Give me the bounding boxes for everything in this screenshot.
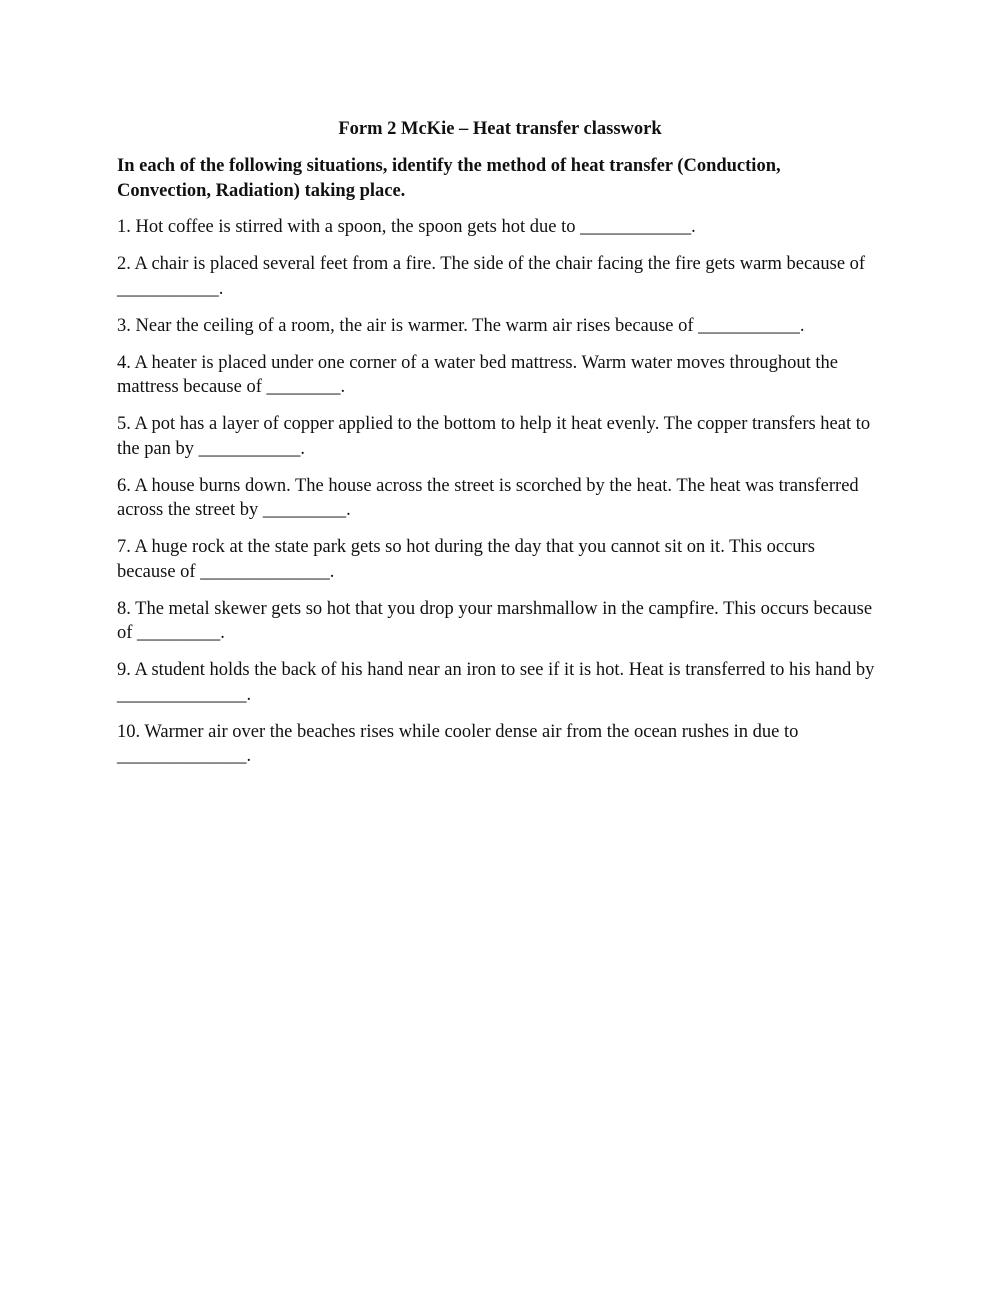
instructions: In each of the following situations, identify the method of heat transfer (Conduction, Convection, Radiation) taking place. xyxy=(117,156,781,201)
question-6: 6. A house burns down. The house across the street is scorched by the heat. The heat was transferred across the street by _________. xyxy=(117,475,859,520)
question-10: 10. Warmer air over the beaches rises while cooler dense air from the ocean rushes in due to ______________. xyxy=(117,721,799,766)
question-1: 1. Hot coffee is stirred with a spoon, the spoon gets hot due to ____________. xyxy=(117,217,696,237)
page-title: Form 2 McKie – Heat transfer classwork xyxy=(338,119,662,139)
question-4: 4. A heater is placed under one corner of a water bed mattress. Warm water moves throughout the mattress because of ________. xyxy=(117,352,838,397)
question-2: 2. A chair is placed several feet from a fire. The side of the chair facing the fire gets warm because of ___________. xyxy=(117,254,866,299)
question-list xyxy=(117,215,877,781)
question-3: 3. Near the ceiling of a room, the air is warmer. The warm air rises because of ___________. xyxy=(117,315,805,336)
question-9: 9. A student holds the back of his hand near an iron to see if it is hot. Heat is transferred to his hand by ______________. xyxy=(117,660,875,705)
question-8: 8. The metal skewer gets so hot that you drop your marshmallow in the campfire. This occurs because of _________. xyxy=(117,598,873,643)
question-7: 7. A huge rock at the state park gets so hot during the day that you cannot sit on it. This occurs because of ______________. xyxy=(117,537,815,582)
question-5: 5. A pot has a layer of copper applied to the bottom to help it heat evenly. The copper transfers heat to the pan by ___________. xyxy=(117,414,871,459)
